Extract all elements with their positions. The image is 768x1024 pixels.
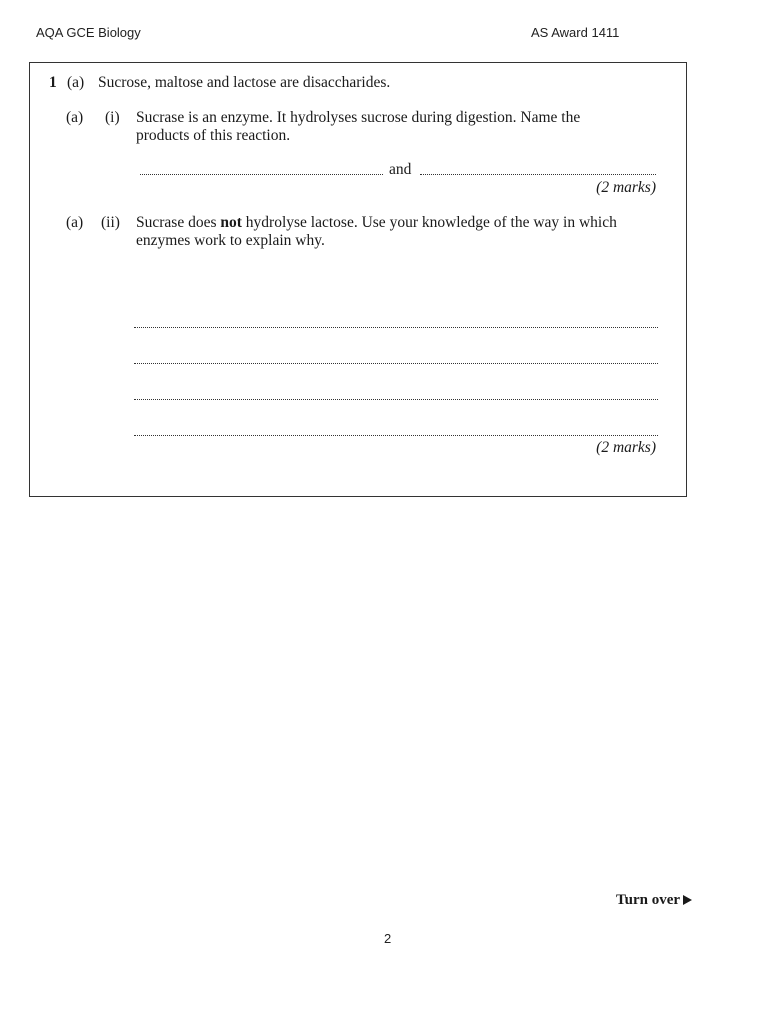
answer-line-product-2[interactable] — [420, 174, 656, 175]
and-connector: and — [389, 161, 412, 178]
sub-i-text-line-1: Sucrase is an enzyme. It hydrolyses sucrose during digestion. Name the — [136, 109, 581, 126]
sub-i-part-label: (a) — [66, 109, 84, 126]
sub-ii-part-label: (a) — [66, 214, 84, 231]
sub-ii-text-pre: Sucrase does — [136, 214, 221, 231]
answer-line-explain-2[interactable] — [134, 363, 658, 364]
sub-i-text-line-2: products of this reaction. — [136, 127, 291, 144]
sub-ii-text-line-2: enzymes work to explain why. — [136, 232, 325, 249]
answer-line-product-1[interactable] — [140, 174, 383, 175]
turn-over-note — [616, 892, 692, 909]
page-number: 2 — [384, 931, 392, 946]
answer-line-explain-4[interactable] — [134, 435, 658, 436]
turn-over-label: Turn over — [616, 892, 681, 908]
header-subject: AQA GCE Biology — [36, 25, 141, 40]
part-label: (a) — [67, 74, 85, 91]
sub-ii-roman: (ii) — [101, 214, 120, 231]
emphasis-not: not — [220, 214, 242, 231]
answer-line-explain-1[interactable] — [134, 327, 658, 328]
question-stem: Sucrose, maltose and lactose are disaccharides. — [98, 74, 391, 91]
question-number: 1 — [49, 74, 57, 91]
sub-i-roman: (i) — [105, 109, 120, 126]
sub-ii-text-line-1 — [136, 214, 617, 232]
question-box — [29, 62, 687, 497]
answer-line-explain-3[interactable] — [134, 399, 658, 400]
header-award: AS Award 1411 — [531, 25, 620, 40]
play-arrow-icon — [683, 895, 692, 905]
marks-label-i: (2 marks) — [596, 179, 656, 196]
marks-label-ii: (2 marks) — [596, 439, 656, 456]
sub-ii-text-post: hydrolyse lactose. Use your knowledge of the way in which — [241, 214, 617, 231]
